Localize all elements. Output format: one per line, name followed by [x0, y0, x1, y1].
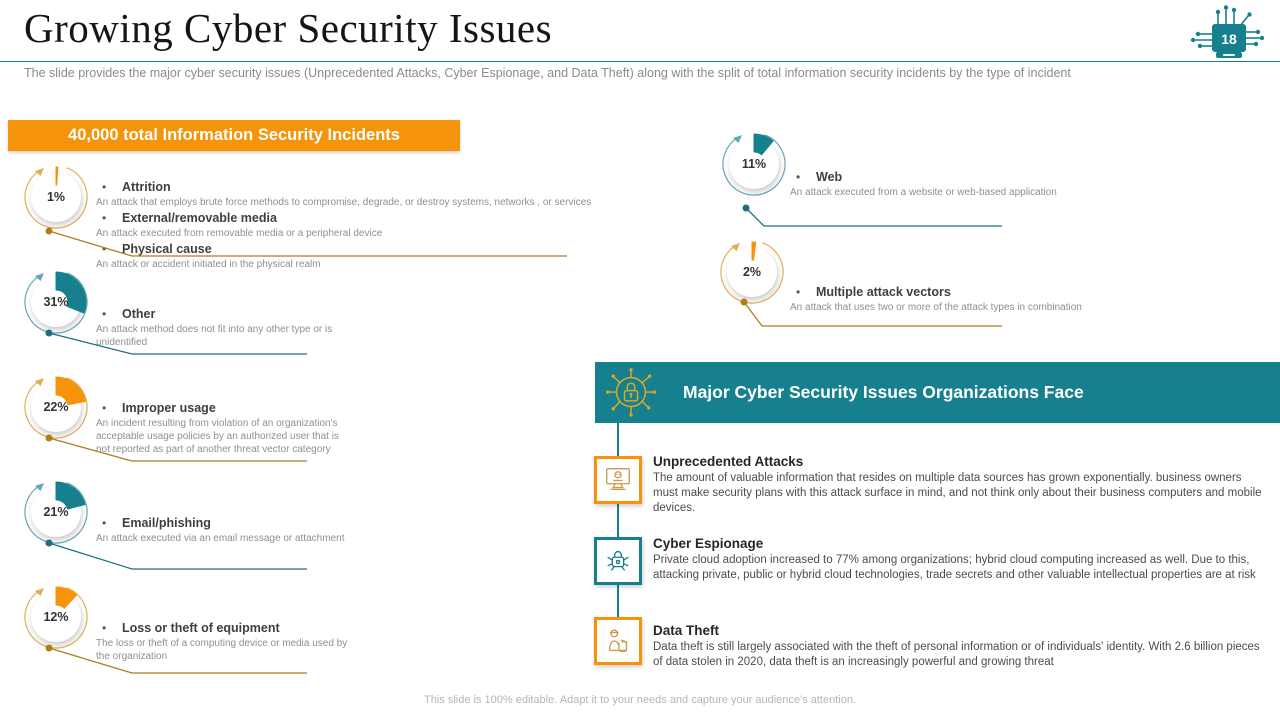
stat-desc: An attack executed via an email message or attachment	[96, 533, 345, 544]
connector-line	[44, 643, 314, 681]
issue-data-theft	[653, 622, 1265, 670]
donut-percentage: 11%	[741, 157, 767, 171]
stat-desc: An incident resulting from violation of an organization's acceptable usage policies by an authorized user that is not reported as part of another threat vector category	[96, 418, 339, 455]
stat-desc: An attack executed from removable media or a peripheral device	[96, 228, 383, 239]
issue-desc: Data theft is still largely associated with the theft of personal information or of individuals' identity. With 2.6 billion pieces of data stolen in 2020, data theft is an increasingly powerful and growing threat	[653, 641, 1260, 668]
page-title: Growing Cyber Security Issues	[24, 5, 553, 51]
incidents-banner: 40,000 total Information Security Incidents	[8, 120, 460, 151]
donut-percentage: 31%	[43, 295, 69, 309]
stat-title: • Multiple attack vectors	[816, 285, 951, 299]
issue-title: Cyber Espionage	[653, 536, 764, 551]
stat-desc: An attack that employs brute force methods to compromise, degrade, or destroy systems, networks , or services	[96, 197, 592, 208]
stat-title: • Physical cause	[122, 242, 212, 256]
issue-unprecedented-attacks	[653, 453, 1265, 516]
page-subtitle: The slide provides the major cyber security issues (Unprecedented Attacks, Cyber Espionage, and Data Theft) along with the split of total information security incidents by the type of incident	[24, 66, 1071, 80]
stat-title: • Other	[122, 307, 156, 321]
issue-cyber-espionage	[653, 535, 1265, 583]
donut-percentage: 12%	[43, 610, 69, 624]
lock-circuit-icon	[603, 365, 659, 426]
spy-bug-icon	[594, 537, 642, 585]
stat-desc: An attack or accident initiated in the physical realm	[96, 259, 321, 270]
connector-line	[738, 296, 1008, 334]
issue-title: Data Theft	[653, 623, 720, 638]
issues-banner	[595, 362, 1280, 423]
donut-percentage: 21%	[43, 505, 69, 519]
connector-line	[44, 538, 314, 576]
header-divider	[0, 61, 1280, 62]
footer-note: This slide is 100% editable. Adapt it to your needs and capture your audience's attention.	[424, 694, 856, 706]
thief-icon	[594, 617, 642, 665]
connector-line	[740, 202, 1010, 234]
stat-title: • Loss or theft of equipment	[122, 621, 280, 635]
donut-percentage: 2%	[742, 265, 762, 279]
page-number-chip-icon	[1188, 4, 1266, 73]
issue-desc: The amount of valuable information that resides on multiple data sources has grown exponentially. business owners must make security plans with this attack surface in mind, and not think only about their business computers and mobile devices.	[653, 472, 1262, 514]
connector-line	[44, 328, 314, 364]
stat-title: • Attrition	[122, 180, 171, 194]
stat-desc: An attack that uses two or more of the attack types in combination	[790, 302, 1082, 313]
donut-chart-attrition	[22, 163, 92, 233]
donut-percentage: 1%	[46, 190, 66, 204]
monitor-attack-icon	[594, 456, 642, 504]
donut-percentage: 22%	[43, 400, 69, 414]
stat-desc: An attack method does not fit into any other type or is unidentified	[96, 324, 333, 348]
page-number: 18	[1221, 31, 1237, 47]
stat-desc: An attack executed from a website or web-based application	[790, 187, 1057, 198]
connector-line	[44, 433, 314, 469]
donut-chart-web	[720, 130, 790, 200]
stat-title: • Improper usage	[122, 401, 216, 415]
stat-desc: The loss or theft of a computing device or media used by the organization	[96, 638, 348, 662]
stat-title: • External/removable media	[122, 211, 277, 225]
connector-line	[44, 226, 574, 266]
stat-text-web	[790, 170, 1057, 201]
issue-desc: Private cloud adoption increased to 77% among organizations; hybrid cloud computing increased as well. Due to this, attacking private, public or hybrid cloud technologies, trade secrets and other valuable intellectual properties are at risk	[653, 554, 1256, 581]
issues-banner-title: Major Cyber Security Issues Organizations Face	[683, 382, 1084, 402]
stat-title: • Email/phishing	[122, 516, 211, 530]
issue-title: Unprecedented Attacks	[653, 454, 804, 469]
stat-title: • Web	[816, 170, 843, 184]
